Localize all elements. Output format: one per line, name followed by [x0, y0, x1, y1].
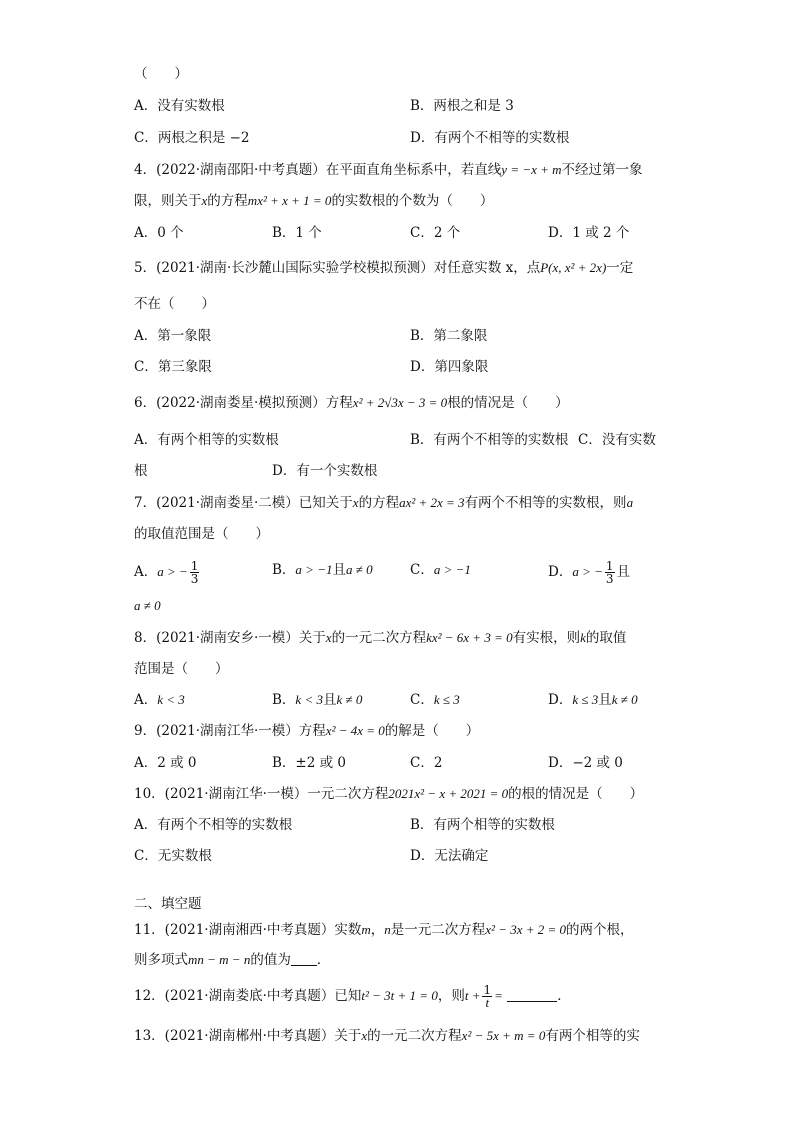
equals-sign: = — [494, 988, 503, 1003]
q6-option-b: B．有两个不相等的实数根 — [410, 432, 569, 448]
numerator: 1 — [605, 559, 614, 573]
q8-stem-line1 — [134, 628, 626, 648]
q4-option-c: C．2 个 — [410, 225, 461, 241]
q12-text: ，则 — [437, 988, 465, 1004]
q6-option-d: D．有一个实数根 — [272, 463, 378, 479]
q11-var: m — [361, 922, 371, 937]
q9-option-d: D．−2 或 0 — [548, 755, 623, 771]
q7-math: a > −1 — [295, 562, 333, 577]
q8-math: k < 3 — [157, 692, 185, 707]
q7-var: x — [352, 495, 359, 510]
q4-text: 4．(2022·湖南邵阳·中考真题）在平面直角坐标系中，若直线 — [134, 162, 502, 178]
q10-equation: 2021x² − x + 2021 = 0 — [388, 786, 509, 801]
q4-stem-line1 — [134, 160, 643, 180]
q13-stem — [134, 1026, 640, 1046]
q7-text: 7．(2021·湖南娄星·二模）已知关于 — [134, 495, 353, 511]
q13-equation: x² − 5x + m = 0 — [461, 1028, 546, 1043]
q11-text: ． — [316, 952, 331, 968]
q4-line-eq: y = −x + m — [501, 162, 562, 177]
q10-option-d: D．无法确定 — [410, 848, 489, 864]
option-b: B．两根之和是 3 — [410, 98, 514, 114]
q8-text: 有实根，则 — [512, 630, 581, 646]
q5-option-b: B．第二象限 — [410, 328, 488, 344]
q10-option-b: B．有两个相等的实数根 — [410, 817, 555, 833]
q9-option-b: B．±2 或 0 — [272, 755, 346, 771]
q12-stem — [134, 984, 571, 1009]
q7-text: B． — [272, 562, 296, 578]
q9-text: 9．(2021·湖南江华·一模）方程 — [134, 723, 326, 739]
q5-stem-line1 — [134, 258, 633, 278]
q5-text: 5．(2021·湖南·长沙麓山国际实验学校模拟预测）对任意实数 x，点 — [134, 260, 541, 276]
q13-text: 有两个相等的实 — [545, 1028, 640, 1044]
q7-stem-line2: 的取值范围是（ ） — [134, 526, 269, 542]
q10-stem — [134, 784, 643, 804]
q9-stem — [134, 721, 479, 741]
q7-text: 的方程 — [358, 495, 400, 511]
q11-text: 是一元二次方程 — [390, 922, 486, 938]
q8-math: k < 3 — [295, 692, 323, 707]
denominator: t — [485, 995, 490, 1010]
q6-text: 6．(2022·湖南娄星·模拟预测）方程 — [134, 395, 353, 411]
q11-stem-line2 — [134, 950, 330, 970]
numerator: 1 — [483, 983, 492, 997]
q8-text: A． — [134, 692, 158, 708]
q4-text: 限，则关于 — [134, 193, 202, 209]
q8-option-d — [548, 690, 638, 710]
q8-text: C． — [410, 692, 434, 708]
q6-stem — [134, 393, 569, 413]
q7-var: a — [626, 495, 634, 510]
q11-expression: mn − m − n — [188, 952, 251, 967]
q5-point: P(x, x² + 2x) — [540, 260, 607, 275]
q11-stem-line1 — [134, 920, 634, 940]
section-title: 二、填空题 — [134, 896, 202, 912]
option-c: C．两根之积是 −2 — [134, 130, 250, 146]
q5-option-d: D．第四象限 — [410, 359, 489, 375]
q7-math: a > −1 — [433, 562, 471, 577]
q7-text: C． — [410, 562, 434, 578]
fraction — [605, 560, 615, 585]
q4-text: 的方程 — [207, 193, 248, 209]
q10-option-c: C．无实数根 — [134, 848, 212, 864]
q5-option-c: C．第三象限 — [134, 359, 212, 375]
q7-text: A． — [134, 564, 158, 580]
q8-text: D． — [548, 692, 573, 708]
q7-option-d-cont: a ≠ 0 — [134, 598, 161, 613]
q13-text: 13．(2021·湖南郴州·中考真题）关于 — [134, 1028, 362, 1044]
answer-blank[interactable] — [291, 951, 317, 966]
q7-text: 且 — [332, 562, 346, 578]
q8-var: x — [325, 630, 332, 645]
answer-blank[interactable] — [507, 987, 557, 1002]
q7-stem-line1 — [134, 493, 633, 513]
q10-option-a: A．有两个不相等的实数根 — [134, 817, 293, 833]
q4-option-a: A．0 个 — [134, 225, 184, 241]
q5-text: 一定 — [606, 260, 634, 276]
q4-text: 不经过第一象 — [561, 162, 643, 178]
q13-text: 的一元二次方程 — [367, 1028, 462, 1044]
q10-text: 的根的情况是（ ） — [508, 786, 644, 802]
q5-option-a: A．第一象限 — [134, 328, 212, 344]
q5-stem-line2: 不在（ ） — [134, 296, 215, 312]
q9-option-c: C．2 — [410, 755, 443, 771]
q7-math: a ≠ 0 — [345, 562, 373, 577]
q11-text: 的值为 — [250, 952, 291, 968]
q6-option-a: A．有两个相等的实数根 — [134, 432, 279, 448]
q8-text: B． — [272, 692, 296, 708]
q8-math: k ≠ 0 — [336, 692, 363, 707]
q8-math: k ≤ 3 — [433, 692, 460, 707]
q7-option-b — [272, 560, 373, 580]
q8-text: 8．(2021·湖南安乡·一模）关于 — [134, 630, 326, 646]
q7-option-a — [134, 560, 201, 585]
q8-option-b — [272, 690, 362, 710]
q12-text: 12．(2021·湖南娄底·中考真题）已知 — [134, 988, 362, 1004]
q10-text: 10．(2021·湖南江华·一模）一元二次方程 — [134, 786, 389, 802]
q11-var: n — [384, 922, 391, 937]
denominator: 3 — [190, 572, 199, 586]
q4-stem-line2 — [134, 191, 493, 211]
q11-text: 则多项式 — [134, 952, 188, 968]
fraction — [190, 560, 200, 585]
q9-option-a: A．2 或 0 — [134, 755, 197, 771]
q8-equation: kx² − 6x + 3 = 0 — [426, 630, 513, 645]
q12-text: ． — [557, 988, 571, 1004]
q6-option-c-cont: 根 — [134, 463, 148, 479]
q7-text: D． — [548, 564, 573, 580]
q4-var: x — [201, 193, 208, 208]
q7-math: a > − — [157, 564, 188, 579]
q7-option-c — [410, 560, 471, 580]
q8-text: 且 — [598, 692, 612, 708]
q8-text: 的一元二次方程 — [331, 630, 427, 646]
q8-math: k ≠ 0 — [611, 692, 638, 707]
q6-option-c: C．没有实数 — [578, 432, 656, 448]
q9-text: 的解是（ ） — [384, 723, 480, 739]
q4-option-d: D．1 或 2 个 — [548, 225, 630, 241]
q8-text: 且 — [322, 692, 337, 708]
q8-var: k — [580, 630, 586, 645]
q8-option-a — [134, 690, 185, 710]
q11-text: 11．(2021·湖南湘西·中考真题）实数 — [134, 922, 362, 938]
fraction — [482, 984, 492, 1009]
q6-equation: x² + 2√3x − 3 = 0 — [352, 395, 448, 410]
q13-var: x — [361, 1028, 368, 1043]
q8-option-c — [410, 690, 460, 710]
answer-paren: （ ） — [134, 66, 188, 82]
q7-math: a > − — [572, 564, 603, 579]
q9-equation: x² − 4x = 0 — [325, 723, 385, 738]
q11-equation: x² − 3x + 2 = 0 — [485, 922, 567, 937]
q11-text: ， — [370, 922, 385, 938]
q4-text: 的实数根的个数为（ ） — [331, 193, 494, 209]
denominator: 3 — [605, 572, 614, 586]
option-d: D．有两个不相等的实数根 — [410, 130, 570, 146]
q12-expression: t + — [464, 988, 481, 1003]
q8-math: k ≤ 3 — [572, 692, 599, 707]
option-a: A．没有实数根 — [134, 98, 225, 114]
numerator: 1 — [190, 559, 199, 573]
q7-equation: ax² + 2x = 3 — [399, 495, 465, 510]
q8-stem-line2: 范围是（ ） — [134, 661, 229, 677]
q8-text: 的取值 — [585, 630, 627, 646]
q4-option-b: B．1 个 — [272, 225, 322, 241]
q7-text: 有两个不相等的实数根，则 — [464, 495, 627, 511]
q7-option-d — [548, 560, 630, 585]
q6-text: 根的情况是（ ） — [447, 395, 569, 411]
q7-text: 且 — [616, 564, 631, 580]
q4-equation: mx² + x + 1 = 0 — [247, 193, 332, 208]
q12-equation: t² − 3t + 1 = 0 — [361, 988, 438, 1003]
q11-text: 的两个根， — [566, 922, 634, 938]
